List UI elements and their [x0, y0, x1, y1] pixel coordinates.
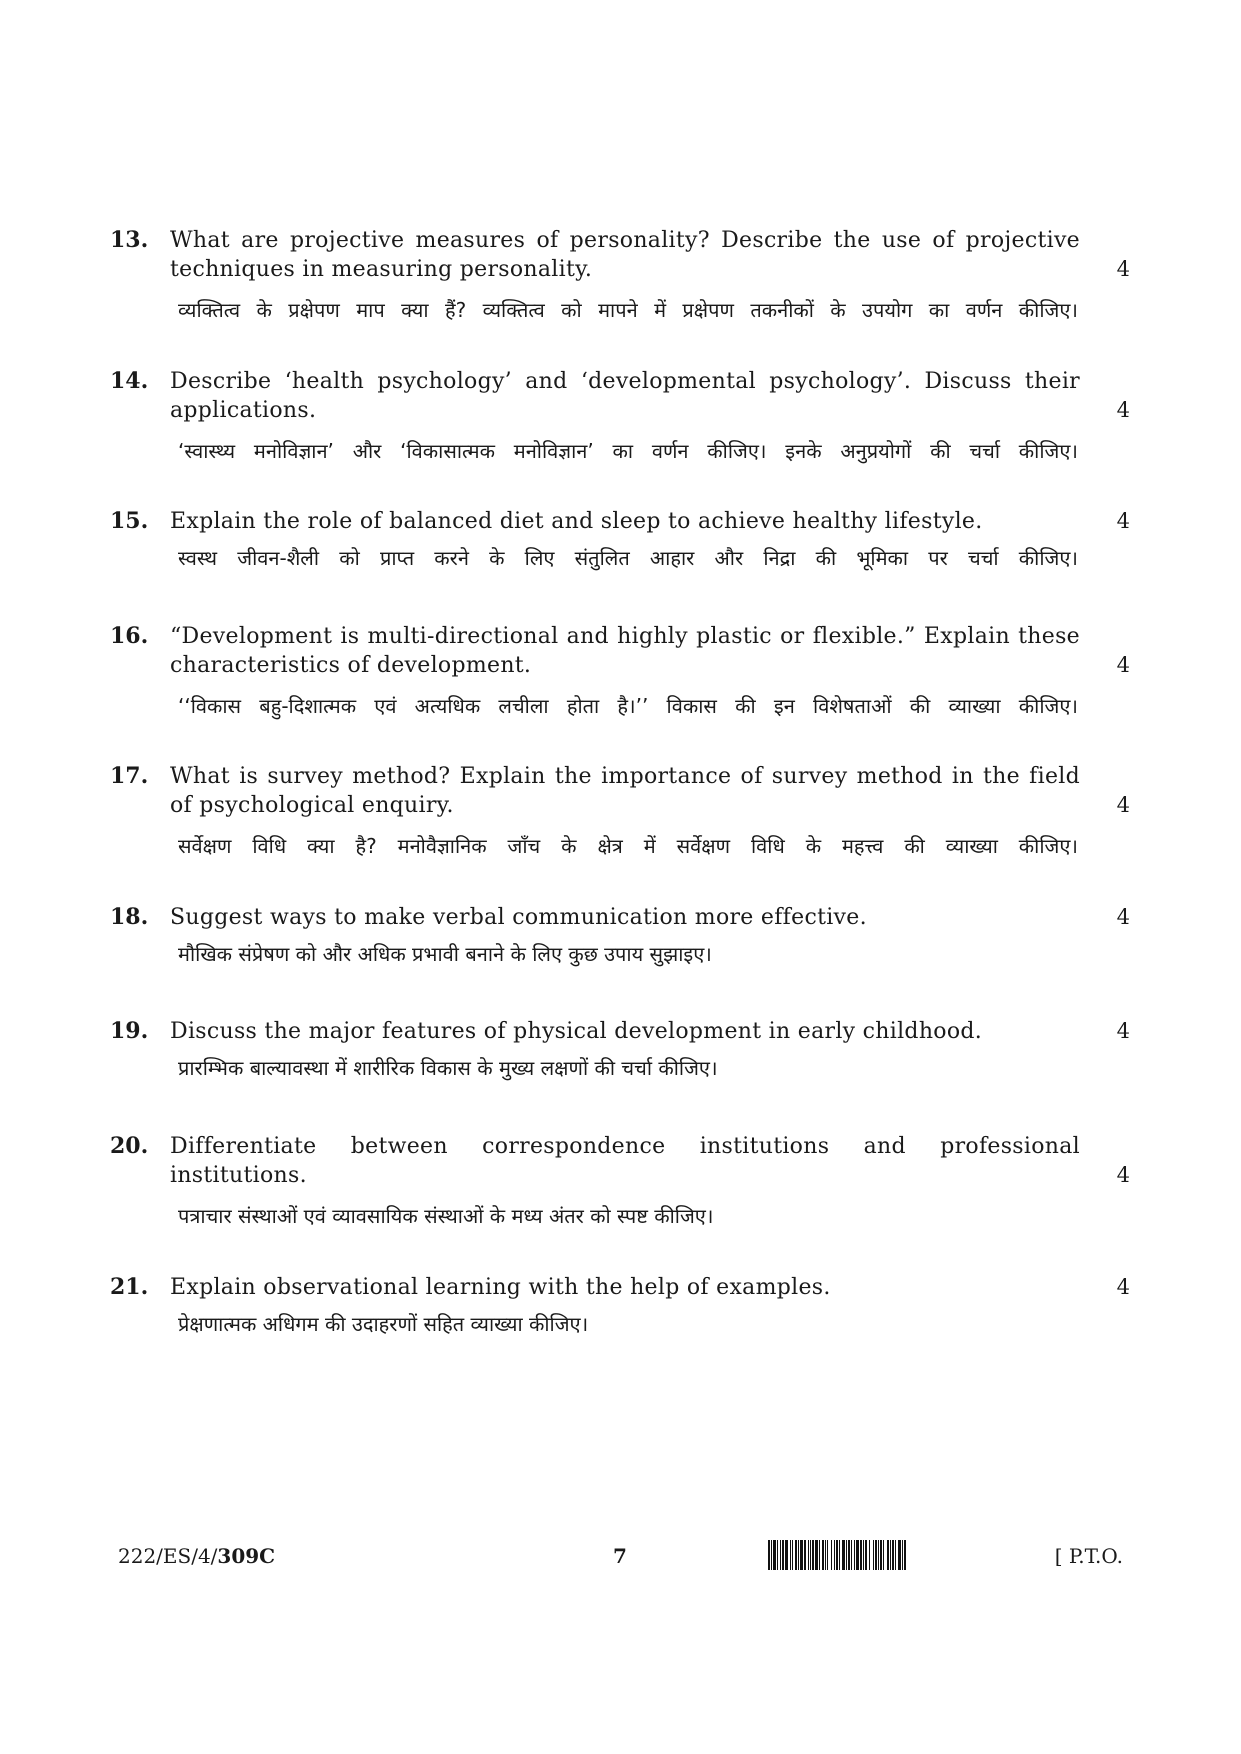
question-text-english: What are projective measures of personality? Describe the use of projective techniques in measuring personality. — [170, 228, 1080, 282]
question-text-hindi: स्वस्थ जीवन-शैली को प्राप्त करने के लिए संतुलित आहार और निद्रा की भूमिका पर चर्चा कीजिए। — [178, 546, 1078, 570]
question-marks: 4 — [1116, 1275, 1130, 1299]
question-text-english: “Development is multi-directional and highly plastic or flexible.” Explain these characteristics of development. — [170, 624, 1080, 678]
question-text-hindi: व्यक्तित्व के प्रक्षेपण माप क्या हैं? व्यक्तित्व को मापने में प्रक्षेपण तकनीकों के उपयोग का वर्णन कीजिए। — [178, 298, 1078, 322]
question-marks: 4 — [1116, 653, 1130, 677]
question-text-english: Suggest ways to make verbal communication more effective. — [170, 905, 867, 930]
paper-code: 222/ES/4/309C — [118, 1544, 276, 1568]
question-marks: 4 — [1116, 905, 1130, 929]
page-footer — [118, 1540, 1123, 1576]
question-text-english: Describe ‘health psychology’ and ‘developmental psychology’. Discuss their applications. — [170, 369, 1080, 423]
barcode-gap — [906, 1540, 907, 1570]
question-16 — [110, 622, 1130, 720]
question-number: 15. — [110, 508, 149, 534]
question-number: 21. — [110, 1274, 149, 1300]
question-13 — [110, 226, 1130, 324]
question-number: 18. — [110, 904, 149, 930]
question-number: 17. — [110, 763, 149, 789]
question-19 — [110, 1017, 1130, 1082]
question-marks: 4 — [1116, 398, 1130, 422]
question-number: 19. — [110, 1018, 149, 1044]
question-number: 14. — [110, 368, 149, 394]
question-marks: 4 — [1116, 793, 1130, 817]
question-text-hindi: मौखिक संप्रेषण को और अधिक प्रभावी बनाने के लिए कुछ उपाय सुझाइए। — [178, 942, 712, 966]
pto-label: [ P.T.O. — [1054, 1544, 1123, 1568]
question-text-english: Differentiate between correspondence institutions and professional institutions. — [170, 1134, 1080, 1188]
question-number: 13. — [110, 227, 149, 253]
question-text-english: Explain observational learning with the help of examples. — [170, 1275, 831, 1300]
question-20 — [110, 1132, 1130, 1230]
question-marks: 4 — [1116, 1019, 1130, 1043]
question-text-hindi: ‘स्वास्थ्य मनोविज्ञान’ और ‘विकासात्मक मनोविज्ञान’ का वर्णन कीजिए। इनके अनुप्रयोगों की चर्चा कीजिए। — [178, 439, 1078, 463]
barcode-icon — [768, 1540, 1040, 1570]
question-marks: 4 — [1116, 257, 1130, 281]
question-17 — [110, 762, 1130, 860]
question-marks: 4 — [1116, 509, 1130, 533]
question-text-hindi: प्रेक्षणात्मक अधिगम की उदाहरणों सहित व्याख्या कीजिए। — [178, 1312, 589, 1336]
question-text-english: What is survey method? Explain the importance of survey method in the field of psychological enquiry. — [170, 764, 1080, 818]
question-number: 16. — [110, 623, 149, 649]
question-number: 20. — [110, 1133, 149, 1159]
question-text-hindi: ‘‘विकास बहु-दिशात्मक एवं अत्यधिक लचीला होता है।’’ विकास की इन विशेषताओं की व्याख्या कीजिए। — [178, 694, 1078, 718]
question-text-english: Explain the role of balanced diet and sleep to achieve healthy lifestyle. — [170, 509, 983, 534]
question-15 — [110, 507, 1130, 572]
paper-code-bold: 309C — [217, 1544, 276, 1568]
question-text-hindi: पत्राचार संस्थाओं एवं व्यावसायिक संस्थाओं के मध्य अंतर को स्पष्ट कीजिए। — [178, 1204, 714, 1228]
question-14 — [110, 367, 1130, 465]
page-number: 7 — [613, 1544, 627, 1568]
question-text-hindi: प्रारम्भिक बाल्यावस्था में शारीरिक विकास के मुख्य लक्षणों की चर्चा कीजिए। — [178, 1056, 718, 1080]
question-18 — [110, 903, 1130, 968]
question-text-hindi: सर्वेक्षण विधि क्या है? मनोवैज्ञानिक जाँच के क्षेत्र में सर्वेक्षण विधि के महत्त्व की व्याख्या कीजिए। — [178, 834, 1078, 858]
question-marks: 4 — [1116, 1163, 1130, 1187]
question-text-english: Discuss the major features of physical development in early childhood. — [170, 1019, 983, 1044]
question-21 — [110, 1273, 1130, 1338]
